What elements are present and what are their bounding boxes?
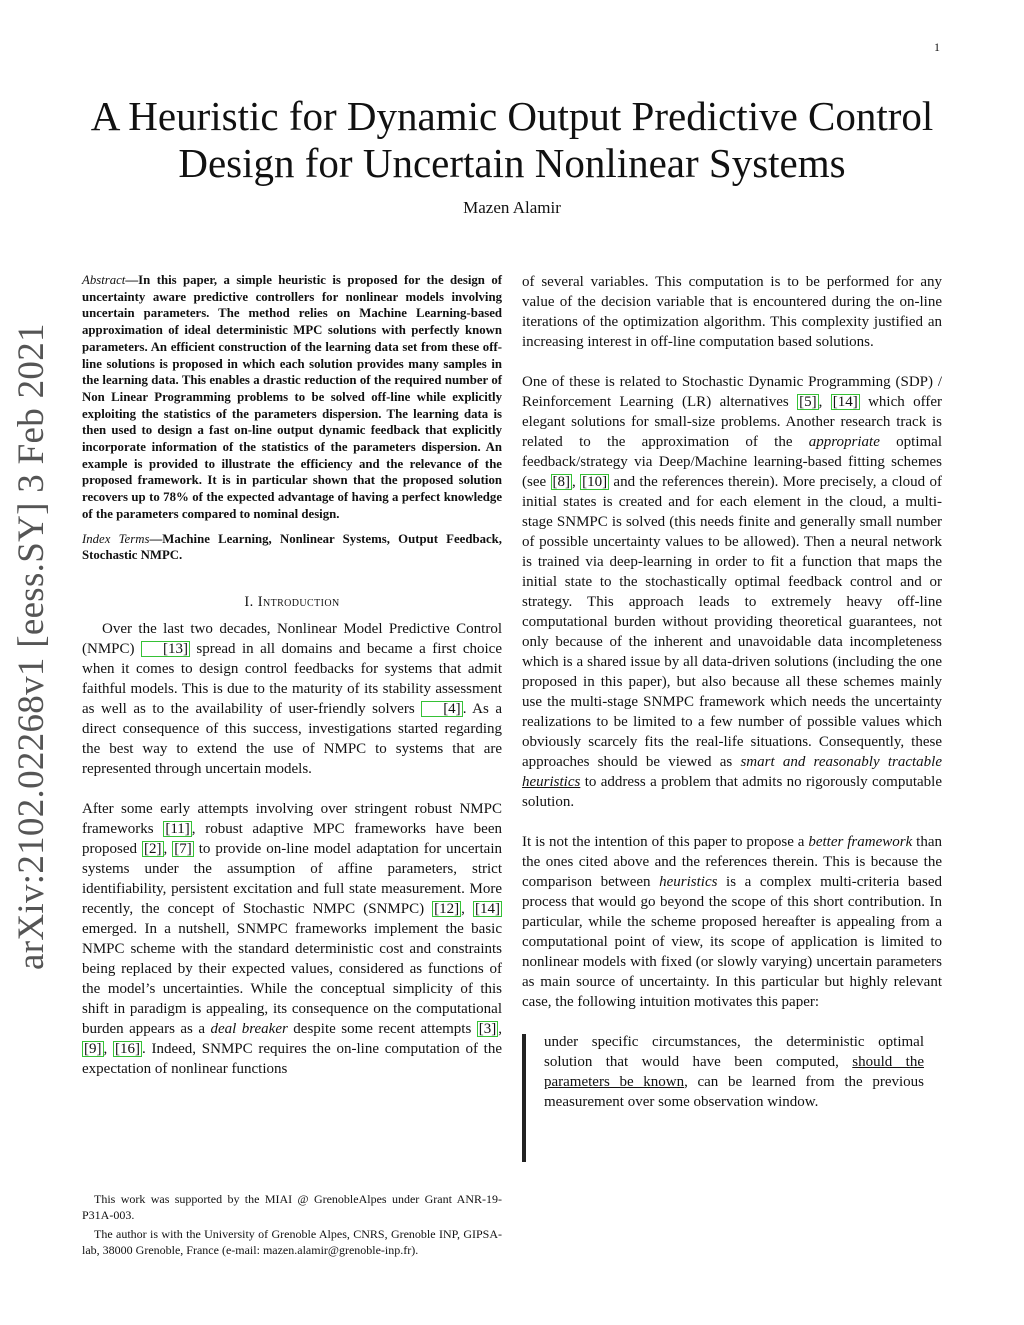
emphasis: appropriate (808, 434, 880, 450)
text-run: and the references therein). More precisely, a cloud of initial states is created and for each element in the cloud, a multi-stage SNMPC is solved (this needs finite and generally small number of possible uncertainty values to be allowed). Then a neural network is trained via deep-learning in order to fit a function that maps the initial state to the stochastically optimal feedback control and or strategy. This approach leads to extremely heavy off-line computational burden without providing theoretical guarantees, not only because of the inherent and unavoidable data incompleteness which is a shared issue by all data-driven solutions (including the one proposed in this paper), but also because all these schemes mainly use the multi-stage SNMPC framework which needs the uncertainty realizations to be limited to a few number of possible values which obviously scarcely fits the real-life situations. Consequently, these approaches should be viewed as (522, 474, 943, 770)
citation-link[interactable]: [14] (475, 900, 501, 917)
text-run: is a complex multi-criteria based process that would go beyond the scope of this short contribution. In particular, while the scheme proposed hereafter is appealing from a computational point of view, its scope of application is limited to nonlinear models with fixed (or slowly varying) uncertain parameters as main source of uncertainty. In this particular but highly relevant case, the following intuition motivates this paper: (522, 874, 942, 1010)
text-run: to provide on-line model adaptation for uncertain systems under the assumption of affine parameters, strict identifiability, persistent excitation and full state measurement. More recently, the concept of Stochastic NMPC (SNMPC) (82, 840, 502, 917)
citation-link[interactable]: [2] (144, 840, 162, 857)
quote-bar (522, 1034, 526, 1162)
citation-link[interactable]: [12] (434, 900, 460, 917)
text-run: despite some recent attempts (287, 1020, 477, 1037)
text-run: emerged. In a nutshell, SNMPC frameworks implement the basic NMPC scheme with the standard deterministic cost and constraints being replaced by their expected values, considered as functions of the model’s uncertainties. While the conceptual simplicity of this shift in paradigm is appealing, its consequence on the computational burden appears as a (82, 920, 502, 1037)
emphasis: smart and reasonably tractable (740, 754, 942, 770)
text-run: , (103, 1040, 113, 1057)
citation-link[interactable]: [11] (165, 820, 190, 837)
left-column (82, 272, 502, 1079)
right-paragraph-2 (522, 372, 942, 812)
emphasis-underlined: heuristics (522, 774, 581, 790)
citation-link[interactable]: [7] (174, 840, 192, 857)
citation-link[interactable]: [8] (552, 474, 570, 490)
footnote-funding: This work was supported by the MIAI @ GrenobleAlpes under Grant ANR-19-P31A-003. (82, 1192, 502, 1222)
index-terms-label: Index Terms (82, 531, 150, 546)
right-paragraph-3 (522, 832, 942, 1012)
underlined-text: should the parameters be known (544, 1054, 924, 1090)
text-run: , (498, 1020, 502, 1037)
citation-link[interactable]: [14] (832, 394, 858, 410)
text-run: spread in all domains and became a first choice when it comes to design control feedbacks for systems that admit faithful models. This is due to the maturity of its stability assessment as well as to the availability of user-friendly solvers (82, 640, 502, 717)
author-name: Mazen Alamir (463, 198, 561, 217)
paper-title-line-2: Design for Uncertain Nonlinear Systems (178, 140, 846, 186)
index-terms-text: —Machine Learning, Nonlinear Systems, Output Feedback, Stochastic NMPC. (82, 531, 502, 563)
section-numeral: I. (244, 593, 254, 610)
text-run: After some early attempts involving over stringent robust NMPC frameworks (82, 800, 502, 837)
text-run: , (818, 394, 831, 410)
text-run: under specific circumstances, the deterministic optimal solution that would have been computed, (544, 1034, 924, 1070)
citation-link[interactable]: [10] (582, 474, 608, 490)
text-run: , (163, 840, 173, 857)
section-heading-introduction (82, 594, 502, 611)
right-column (522, 272, 942, 1112)
text-run: to address a problem that admits no rigorously computable solution. (522, 774, 942, 810)
paper-title-line-1: A Heuristic for Dynamic Output Predictive Control (90, 93, 934, 139)
emphasis: heuristics (659, 874, 718, 890)
text-run: , robust adaptive MPC frameworks have been proposed (82, 820, 502, 857)
text-run: . Indeed, SNMPC requires the on-line computation of the expectation of nonlinear functions (82, 1040, 503, 1077)
text-run: , can be learned from the previous measurement over some observation window. (544, 1074, 924, 1110)
citation-link[interactable]: [9] (84, 1040, 102, 1057)
arxiv-identifier-stamp: arXiv:2102.02268v1 [eess.SY] 3 Feb 2021 (11, 323, 52, 970)
citation-link[interactable]: [13] (141, 641, 190, 657)
text-run: which offer elegant solutions for small-size problems. Another research track is related to the approximation of the (522, 394, 943, 450)
citation-link[interactable]: [3] (478, 1020, 497, 1037)
text-run: optimal feedback/strategy via Deep/Machine learning-based fitting schemes (see (522, 434, 942, 490)
intuition-quote-block (522, 1032, 942, 1112)
index-terms (82, 531, 502, 564)
citation-link[interactable]: [4] (421, 701, 463, 717)
text-run: , (572, 474, 581, 490)
text-run: One of these is related to Stochastic Dynamic Programming (SDP) / Reinforcement Learning (LR) alternatives (522, 374, 942, 410)
page-number: 1 (934, 40, 940, 54)
intro-paragraph-1 (82, 619, 502, 779)
section-title: Introduction (257, 593, 340, 610)
text-run: It is not the intention of this paper to propose a (522, 834, 809, 850)
intuition-quote-text (544, 1032, 924, 1112)
abstract (82, 272, 502, 523)
right-paragraph-1: of several variables. This computation is to be performed for any value of the decision variable that is encountered during the on-line iterations of the optimization algorithm. This complexity justified an increasing interest in off-line computation based solutions. (522, 274, 942, 350)
text-run: than the ones cited above and the references therein. This is because the comparison between (522, 834, 943, 890)
text-run: Over the last two decades, Nonlinear Model Predictive Control (NMPC) (82, 620, 502, 657)
footnote-affiliation: The author is with the University of Grenoble Alpes, CNRS, Grenoble INP, GIPSA-lab, 38000 Grenoble, France (e-mail: mazen.alamir@grenoble-inp.fr). (82, 1227, 502, 1257)
abstract-label: Abstract (82, 273, 126, 287)
abstract-text: —In this paper, a simple heuristic is proposed for the design of uncertainty aware predictive controllers for nonlinear models involving uncertain parameters. The method relies on Machine Learning-based approximation of ideal deterministic MPC solutions with perfectly known parameters. An efficient construction of the learning data set from these off-line solutions is proposed in which each solution provides many samples in the learning data. This enables a drastic reduction of the required number of Non Linear Programming problems to be solved off-line while explicitly exploiting the statistics of the parameters dispersion. The learning data is then used to design a fast on-line output dynamic feedback that explicitly incorporate information of the statistics of the parameters dispersion. An example is provided to illustrate the efficiency and the relevance of the proposed framework. It is in particular shown that the proposed solution recovers up to 78% of the expected advantage of having a perfect knowledge of the parameters compared to nominal design. (82, 273, 502, 521)
paper-title (60, 93, 964, 187)
intro-paragraph-2 (82, 799, 502, 1079)
citation-link[interactable]: [16] (115, 1040, 140, 1057)
text-run: . As a direct consequence of this success, investigations started regarding the best way to extend the use of NMPC to systems that are represented through uncertain models. (82, 700, 502, 777)
emphasis: deal breaker (210, 1020, 288, 1037)
emphasis: better framework (808, 834, 913, 850)
text-run: , (461, 900, 474, 917)
citation-link[interactable]: [5] (799, 394, 817, 410)
footnotes (82, 1192, 502, 1258)
